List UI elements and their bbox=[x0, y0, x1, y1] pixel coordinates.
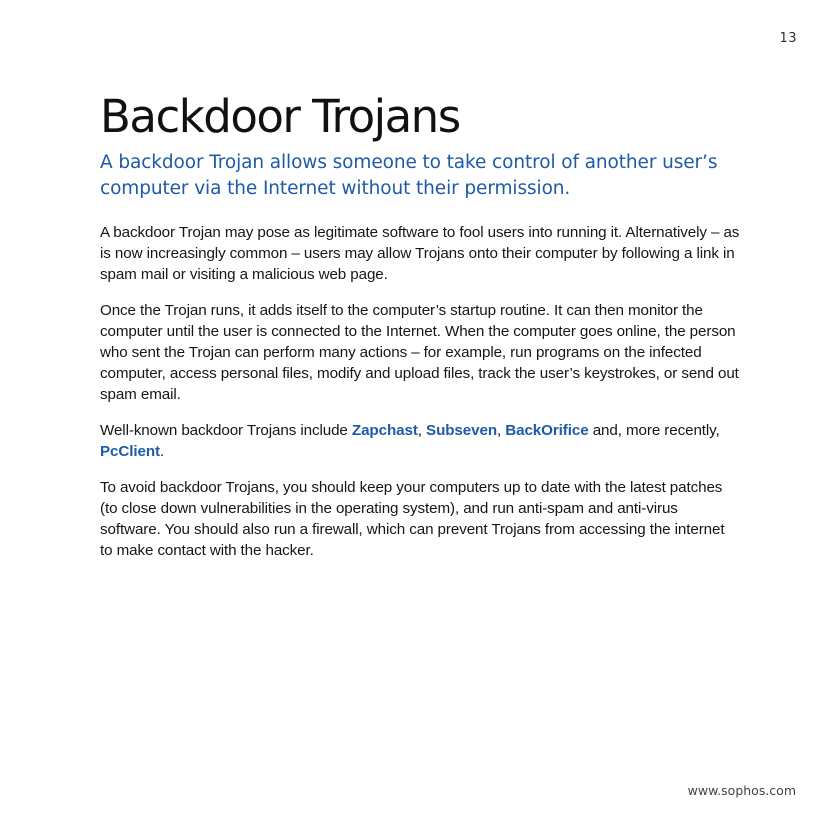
separator-text: , bbox=[497, 422, 506, 439]
body-text bbox=[100, 222, 740, 561]
paragraph-prevention: To avoid backdoor Trojans, you should keep your computers up to date with the latest patches (to close down vulnerabilities in the operating system), and run anti-spam and anti-virus software. You should also run a firewall, which can prevent Trojans from accessing the internet to make contact with the hacker. bbox=[100, 479, 725, 559]
link-pcclient[interactable]: PcClient bbox=[100, 443, 160, 460]
paragraph-intro: A backdoor Trojan may pose as legitimate software to fool users into running it. Alternatively – as is now increasingly common – users may allow Trojans onto their computer by following a link in spam mail or visiting a malicious web page. bbox=[100, 224, 740, 283]
article bbox=[100, 88, 740, 576]
page-title: Backdoor Trojans bbox=[100, 90, 460, 143]
footer-website-link[interactable]: www.sophos.com bbox=[687, 783, 796, 798]
link-subseven[interactable]: Subseven bbox=[426, 422, 497, 439]
separator-text: , bbox=[417, 422, 427, 439]
paragraph-behavior: Once the Trojan runs, it adds itself to the computer’s startup routine. It can then monitor the computer until the user is connected to the Internet. When the computer goes online, the person who sent the Trojan can perform many actions – for example, run programs on the infected computer, access personal files, modify and upload files, track the user’s keystrokes, or send out spam email. bbox=[100, 302, 739, 403]
examples-intro-text: Well-known backdoor Trojans include bbox=[100, 422, 352, 439]
link-zapchast[interactable]: Zapchast bbox=[351, 422, 418, 439]
paragraph-examples bbox=[100, 420, 740, 462]
examples-end-text: . bbox=[159, 443, 165, 460]
link-backorifice[interactable]: BackOrifice bbox=[505, 422, 589, 439]
page-subtitle: A backdoor Trojan allows someone to take control of another user’s computer via the Internet without their permission. bbox=[100, 152, 718, 199]
examples-mid-text: and, more recently, bbox=[588, 422, 720, 439]
page-number: 13 bbox=[779, 31, 797, 46]
